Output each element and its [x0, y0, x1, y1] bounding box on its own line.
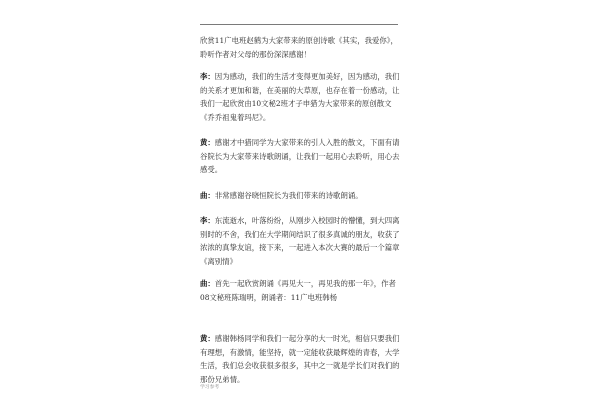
dialogue-paragraph	[200, 189, 400, 203]
dialogue-paragraph	[200, 136, 400, 177]
dialogue-paragraph	[200, 214, 400, 268]
dialogue-paragraph	[200, 70, 400, 124]
paragraph-text: 东流逝水，叶落纷纷，从刚步入校园时的懵懂，到大四离别时的不舍，我们在大学期间结识了很多真诚的朋友，收获了浓浓的真挚友谊，接下来，一起进入本次大赛的最后一个篇章《离别情》	[200, 216, 400, 266]
speaker-label: 李：	[200, 216, 215, 225]
paragraph-text: 首先一起欣赏朗诵《再见大一，再见我的那一年》，作者08文秘班陈瑞明，朗诵者：11广电班韩杨	[200, 279, 396, 302]
header-rule	[200, 24, 398, 25]
speaker-label: 曲：	[200, 279, 215, 288]
paragraph-text: 非常感谢谷晓恒院长为我们带来的诗歌朗诵。	[214, 190, 363, 200]
speaker-label: 黄：	[200, 138, 215, 147]
page-footer: 学习参考	[200, 385, 220, 390]
dialogue-paragraph	[200, 332, 400, 386]
speaker-label: 黄：	[200, 334, 215, 343]
document-body	[200, 34, 400, 386]
paragraph-text: 因为感动，我们的生活才变得更加美好，因为感动，我们的关系才更加和谐，在美丽的大草原，也存在着一份感动，让我们一起欣赏由10文秘2班才子申猎为大家带来的原创散文《乔乔祖鬼着玛尼》。	[200, 72, 400, 122]
paragraph-text: 感谢韩杨同学和我们一起分享的大一时光，相信只要我们有理想，有激情，能坚持，就一定能收获最辉煌的青春，大学生活，我们总会收获很多很多，其中之一就是学长们对我们的那份兄弟情。	[200, 334, 400, 384]
paragraph-text: 感谢才中猎同学为大家带来的引人入胜的散文，下面有请谷院长为大家带来诗歌朗诵，让我们一起用心去聆听，用心去感受。	[200, 138, 400, 174]
speaker-label: 曲：	[200, 190, 215, 200]
dialogue-paragraph	[200, 277, 400, 304]
speaker-label: 李：	[200, 72, 215, 81]
intro-paragraph: 欣赏11广电班赵鹤为大家带来的原创诗歌《其实，我爱你》，聆听作者对父母的那份深深感谢！	[200, 36, 398, 59]
